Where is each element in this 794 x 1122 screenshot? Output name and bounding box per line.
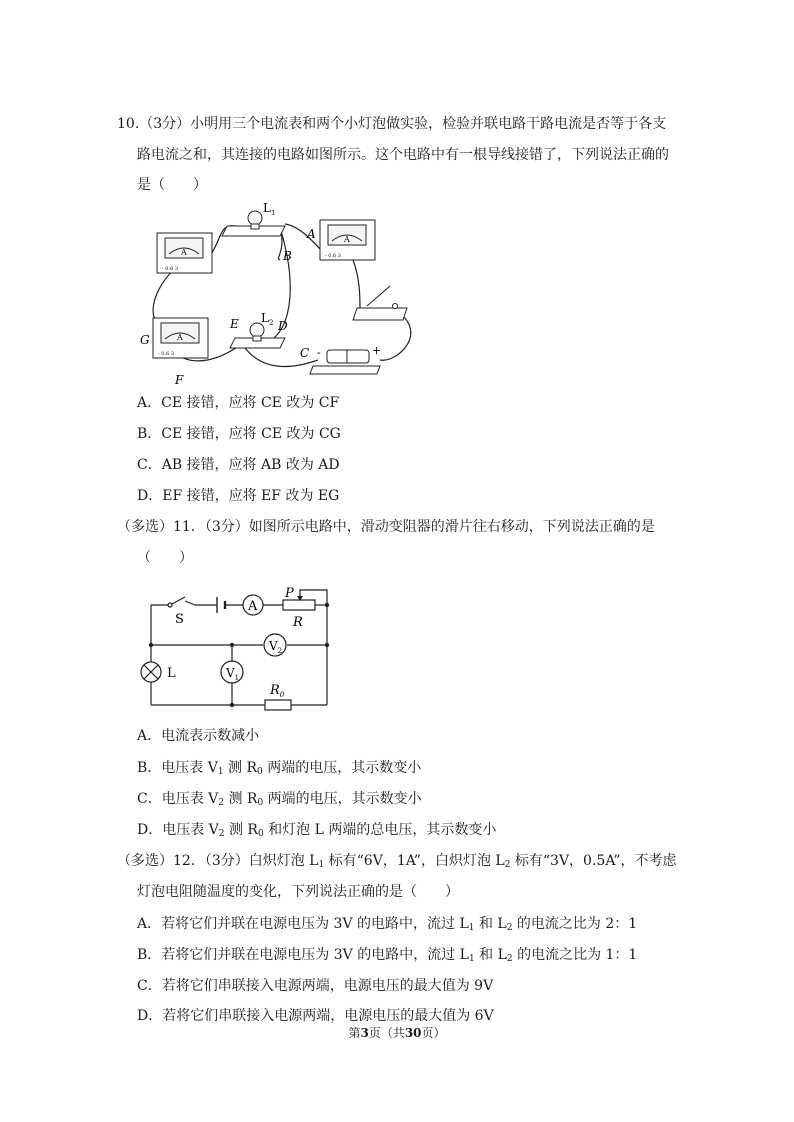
label-g: G: [140, 333, 150, 347]
wire-meter-to-switch: [353, 260, 360, 308]
label-f: F: [175, 373, 184, 387]
q11-option-a: A．电流表示数减小: [137, 728, 260, 744]
switch: [353, 286, 407, 320]
lamp-l: [141, 662, 161, 682]
page-footer: 第3页（共30页）: [348, 1026, 446, 1040]
q12-stem-line2: 灯泡电阻随温度的变化，下列说法正确的是（ ）: [137, 884, 459, 900]
label-c: C: [300, 346, 310, 360]
switch-s: [168, 597, 185, 607]
q10-option-b: B．CE 接错，应将 CE 改为 CG: [137, 426, 341, 442]
label-r0: $R_0$: [270, 683, 285, 699]
q10-stem-line1: 10.（3分）小明用三个电流表和两个小灯泡做实验，检验并联电路干路电流是否等于各支: [117, 116, 667, 132]
label-l1: $L_1$: [263, 201, 276, 217]
q10-option-c: C．AB 接错，应将 AB 改为 AD: [137, 457, 340, 473]
meter-terminal-label: - 0.6 3: [325, 253, 342, 259]
q12-option-d: D．若将它们串联接入电源两端，电源电压的最大值为 6V: [137, 1008, 494, 1024]
wire-left-meter-to-g: [153, 268, 175, 324]
meter-unit-label: A: [177, 333, 183, 342]
q10-option-a: A．CE 接错，应将 CE 改为 CF: [137, 395, 340, 411]
meter-unit-label: A: [344, 235, 350, 244]
wire-switch-to-battery: [380, 316, 411, 360]
label-v2: $V_2$: [269, 639, 283, 655]
q10-option-d: D．EF 接错，应将 EF 改为 EG: [137, 488, 340, 504]
meter-unit-label: A: [181, 248, 187, 257]
q12-option-c: C．若将它们串联接入电源两端，电源电压的最大值为 9V: [137, 978, 494, 994]
label-b: B: [283, 249, 292, 263]
q10-stem-line2: 路电流之和，其连接的电路如图所示。这个电路中有一根导线接错了，下列说法正确的: [137, 147, 669, 163]
label-l2: $L_2$: [261, 311, 274, 327]
q11-option-b: B．电压表 $V_1$ 测 $R_0$ 两端的电压，其示数变小: [137, 760, 422, 777]
page-number: 3: [360, 1026, 369, 1040]
q12-stem-line1: （多选）12．（3分）白炽灯泡 $L_1$ 标有“6V，1A”，白炽灯泡 $L_2$ 标有“3V，0.5A”，不考虑: [117, 853, 677, 870]
label-v1: $V_1$: [226, 666, 240, 682]
bulb-l1: [222, 211, 285, 236]
battery-plus-label: +: [372, 344, 382, 357]
battery-minus-label: -: [317, 346, 321, 359]
q11-option-c: C．电压表 $V_2$ 测 $R_0$ 两端的电压，其示数变小: [137, 791, 422, 808]
label-d: D: [278, 319, 288, 333]
q10-stem-line3: 是（ ）: [137, 177, 207, 193]
q11-option-d: D．电压表 $V_2$ 测 $R_0$ 和灯泡 L 两端的总电压，其示数变小: [137, 822, 497, 839]
resistor-r0: [265, 700, 291, 710]
label-a: A: [307, 227, 316, 241]
meter-terminal-label: - 0.6 3: [158, 351, 175, 357]
label-r: R: [293, 615, 303, 630]
q11-circuit-figure: [135, 582, 345, 712]
ammeter-label: A: [248, 599, 258, 614]
q11-stem-line2: （ ）: [137, 550, 193, 566]
label-s: S: [175, 612, 184, 627]
q12-option-b: B．若将它们并联在电源电压为 3V 的电路中，流过 $L_1$ 和 $L_2$ 的电流之比为 1：1: [137, 947, 638, 964]
battery-cell: [217, 597, 225, 613]
q10-circuit-figure: [135, 198, 425, 388]
label-l: L: [167, 666, 176, 681]
q12-option-a: A．若将它们并联在电源电压为 3V 的电路中，流过 $L_1$ 和 $L_2$ 的电流之比为 2：1: [137, 916, 638, 933]
rheostat-r: [283, 600, 315, 610]
label-e: E: [230, 317, 239, 331]
total-pages: 30: [404, 1026, 422, 1040]
label-p: P: [285, 586, 294, 601]
q11-stem-line1: （多选）11．（3分）如图所示电路中，滑动变阻器的滑片往右移动，下列说法正确的是: [117, 519, 655, 535]
meter-terminal-label: - 0.6 3: [162, 266, 179, 272]
